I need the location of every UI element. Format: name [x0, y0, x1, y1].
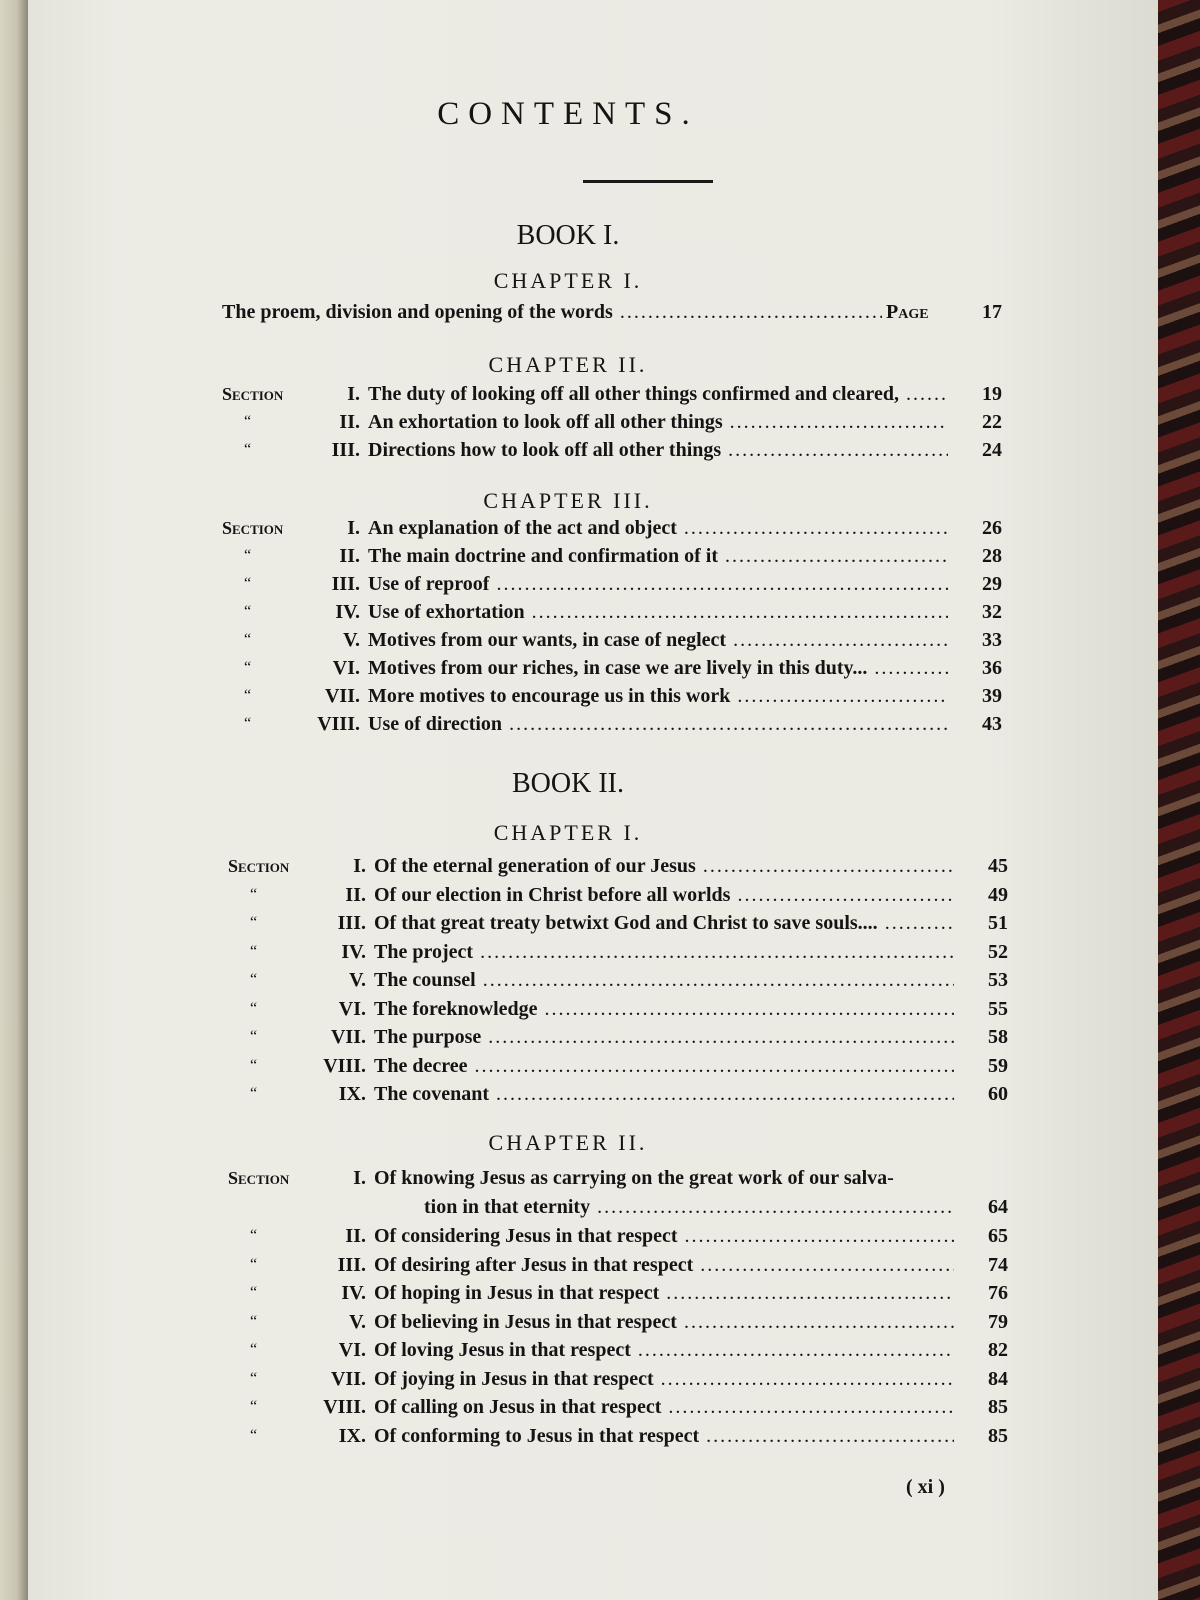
book-1-heading: BOOK I.: [516, 220, 620, 251]
page-edge: [0, 0, 28, 1600]
section-label: Section: [228, 1168, 290, 1188]
toc-entry: [222, 542, 1012, 570]
toc-entry: [228, 1308, 1018, 1336]
toc-page-number: 26: [982, 517, 1002, 539]
section-label: “: [250, 1056, 258, 1074]
section-number: III.: [337, 912, 366, 934]
toc-entry: [228, 1164, 1018, 1192]
section-label: “: [250, 1426, 258, 1444]
section-number: VIII.: [317, 713, 360, 735]
toc-entry-text: Use of exhortation .....: [368, 598, 948, 626]
toc-entry: [228, 1279, 1018, 1307]
section-label: “: [250, 942, 258, 960]
section-label: “: [244, 631, 252, 648]
toc-entry: [228, 1023, 1018, 1051]
toc-entry: [222, 682, 1012, 710]
section-number: V.: [343, 629, 360, 651]
section-label: “: [250, 999, 258, 1017]
section-label: “: [250, 1028, 258, 1045]
toc-entry-continuation: [228, 1193, 1018, 1221]
toc-entry-text: Directions how to look off all other things .....: [368, 436, 948, 464]
section-label: “: [250, 914, 258, 931]
section-number: II.: [345, 1225, 366, 1247]
page-folio: ( xi ): [906, 1476, 945, 1498]
section-number: VII.: [324, 685, 360, 707]
toc-entry: [222, 570, 1012, 598]
toc-entry-text: Of joying in Jesus in that respect .....: [374, 1365, 954, 1393]
toc-entry: [228, 1422, 1018, 1450]
toc-entry-text: tion in that eternity .....: [424, 1193, 954, 1221]
section-label: “: [244, 441, 252, 458]
toc-entry-text: An explanation of the act and object .....: [368, 514, 948, 542]
section-label: Section: [222, 518, 284, 538]
section-label: “: [250, 1284, 258, 1301]
toc-entry-text: Of loving Jesus in that respect .....: [374, 1336, 954, 1364]
section-number: IV.: [341, 940, 366, 963]
toc-entry-text: Use of direction .....: [368, 710, 948, 738]
toc-entry: [228, 1080, 1018, 1108]
section-label: “: [250, 1398, 258, 1415]
book-2-chapter-1-heading: CHAPTER I.: [493, 820, 643, 845]
toc-entry: [222, 626, 1012, 654]
toc-page-number: 51: [988, 912, 1008, 934]
toc-entry-text: Of considering Jesus in that respect .....: [374, 1222, 954, 1250]
section-number: VI.: [338, 1339, 366, 1361]
section-number: VI.: [338, 997, 366, 1020]
title-rule: [583, 180, 713, 183]
section-label: “: [250, 1341, 258, 1358]
toc-entry: [228, 1052, 1018, 1080]
toc-page-number: 65: [988, 1225, 1008, 1247]
section-number: VIII.: [323, 1054, 366, 1077]
section-number: V.: [349, 1310, 366, 1333]
toc-entry-text: More motives to encourage us in this work .....: [368, 682, 948, 710]
toc-entry: [222, 380, 1012, 408]
toc-page-number: 79: [988, 1310, 1008, 1333]
toc-entry: [228, 881, 1018, 909]
toc-entry: [228, 1393, 1018, 1421]
section-number: III.: [337, 1253, 366, 1276]
section-number: I.: [353, 855, 366, 877]
book-2-heading: BOOK II.: [512, 768, 624, 799]
book-1-chapter-3-heading: CHAPTER III.: [483, 488, 653, 513]
toc-entry-text: The project .....: [374, 938, 954, 966]
section-number: III.: [331, 573, 360, 595]
section-number: IX.: [338, 1083, 366, 1105]
section-number: III.: [331, 439, 360, 461]
toc-entry-text: Of calling on Jesus in that respect .....: [374, 1393, 954, 1421]
section-number: VI.: [332, 657, 360, 679]
toc-entry-text: Motives from our riches, in case we are lively in this duty... .....: [368, 654, 948, 682]
toc-entry-text: The covenant .....: [374, 1080, 954, 1108]
toc-page-number: 58: [988, 1026, 1008, 1048]
section-label: “: [250, 971, 258, 988]
toc-page-number: 33: [982, 629, 1002, 651]
book-2-chapter-2-heading: CHAPTER II.: [488, 1130, 648, 1155]
section-label: “: [250, 885, 258, 903]
section-label: “: [250, 1369, 258, 1387]
toc-entry-text: Of believing in Jesus in that respect .....: [374, 1308, 954, 1336]
toc-entry: [222, 654, 1012, 682]
section-number: I.: [353, 1167, 366, 1189]
toc-entry-text: Of the eternal generation of our Jesus .....: [374, 852, 954, 880]
section-number: II.: [339, 545, 360, 567]
section-number: IX.: [338, 1424, 366, 1447]
toc-page-number: 43: [982, 713, 1002, 735]
book-1-chapter-1-heading: CHAPTER I.: [493, 268, 643, 293]
section-label: “: [244, 547, 252, 564]
toc-entry: [222, 514, 1012, 542]
toc-page-number: 29: [982, 573, 1002, 595]
section-label: “: [250, 1312, 258, 1330]
toc-page-number: 19: [982, 383, 1002, 405]
toc-entry-text: Of desiring after Jesus in that respect .....: [374, 1251, 954, 1279]
section-number: VIII.: [323, 1396, 366, 1418]
section-label: “: [244, 659, 252, 676]
toc-entry-text: Of knowing Jesus as carrying on the great work of our salva-: [374, 1167, 894, 1189]
section-label: “: [250, 1255, 258, 1273]
section-label: “: [244, 687, 252, 704]
toc-page-number: 17: [982, 301, 1002, 323]
section-label: “: [244, 575, 252, 592]
book-page: [28, 0, 1158, 1600]
toc-entry: [228, 1251, 1018, 1279]
toc-entry: [228, 938, 1018, 966]
section-number: IV.: [341, 1282, 366, 1304]
toc-entry: [228, 1222, 1018, 1250]
section-number: VII.: [330, 1367, 366, 1390]
page-title: CONTENTS.: [437, 96, 699, 132]
toc-page-number: 24: [982, 439, 1002, 461]
section-label: “: [244, 603, 252, 620]
toc-page-number: 32: [982, 601, 1002, 623]
toc-entry-text: The duty of looking off all other things confirmed and cleared, .....: [368, 380, 948, 408]
section-number: II.: [345, 883, 366, 906]
section-label: Section: [222, 384, 284, 404]
section-label: “: [244, 413, 252, 430]
toc-entry-text: Motives from our wants, in case of neglect .....: [368, 626, 948, 654]
toc-entry-text: The counsel .....: [374, 966, 954, 994]
toc-page-number: 76: [988, 1282, 1008, 1304]
toc-entry: [228, 1336, 1018, 1364]
section-number: V.: [349, 969, 366, 991]
toc-entry-text: The proem, division and opening of the words .....: [222, 298, 882, 326]
toc-entry: [228, 1365, 1018, 1393]
section-number: II.: [339, 411, 360, 433]
toc-page-number: 49: [988, 883, 1008, 906]
toc-page-number: 85: [988, 1424, 1008, 1447]
toc-page-number: 22: [982, 411, 1002, 433]
toc-entry-text: The foreknowledge .....: [374, 995, 954, 1023]
toc-entry-text: Of hoping in Jesus in that respect .....: [374, 1279, 954, 1307]
toc-page-number: 45: [988, 855, 1008, 877]
section-number: I.: [347, 383, 360, 405]
toc-entry-text: Of our election in Christ before all worlds .....: [374, 881, 954, 909]
section-number: I.: [347, 517, 360, 539]
toc-page-number: 84: [988, 1367, 1008, 1390]
toc-page-number: 28: [982, 545, 1002, 567]
toc-entry-text: An exhortation to look off all other things .....: [368, 408, 948, 436]
toc-entry: [222, 408, 1012, 436]
toc-entry: [228, 995, 1018, 1023]
toc-entry-text: Of conforming to Jesus in that respect .....: [374, 1422, 954, 1450]
toc-entry: [222, 710, 1012, 738]
section-label: Section: [228, 856, 290, 876]
toc-page-number: 36: [982, 657, 1002, 679]
toc-entry: [228, 852, 1018, 880]
page-label: Page: [886, 301, 929, 323]
toc-page-number: 52: [988, 940, 1008, 963]
toc-entry: [228, 909, 1018, 937]
section-number: IV.: [335, 601, 360, 623]
toc-entry-text: Use of reproof .....: [368, 570, 948, 598]
section-number: VII.: [330, 1026, 366, 1048]
section-label: “: [250, 1085, 258, 1102]
toc-page-number: 85: [988, 1396, 1008, 1418]
toc-entry-text: Of that great treaty betwixt God and Christ to save souls.... .....: [374, 909, 954, 937]
toc-entry: [222, 298, 1012, 326]
section-label: “: [244, 715, 252, 732]
toc-page-number: 53: [988, 969, 1008, 991]
toc-entry: [222, 598, 1012, 626]
section-label: “: [250, 1227, 258, 1244]
toc-page-number: 59: [988, 1054, 1008, 1077]
toc-entry-text: The main doctrine and confirmation of it .....: [368, 542, 948, 570]
toc-entry: [228, 966, 1018, 994]
toc-entry-text: The decree .....: [374, 1052, 954, 1080]
toc-page-number: 74: [988, 1253, 1008, 1276]
book-1-chapter-2-heading: CHAPTER II.: [488, 352, 648, 377]
toc-page-number: 55: [988, 997, 1008, 1020]
toc-page-number: 82: [988, 1339, 1008, 1361]
toc-page-number: 39: [982, 685, 1002, 707]
toc-page-number: 60: [988, 1083, 1008, 1105]
toc-entry: [222, 436, 1012, 464]
toc-page-number: 64: [988, 1196, 1008, 1218]
toc-entry-text: The purpose .....: [374, 1023, 954, 1051]
